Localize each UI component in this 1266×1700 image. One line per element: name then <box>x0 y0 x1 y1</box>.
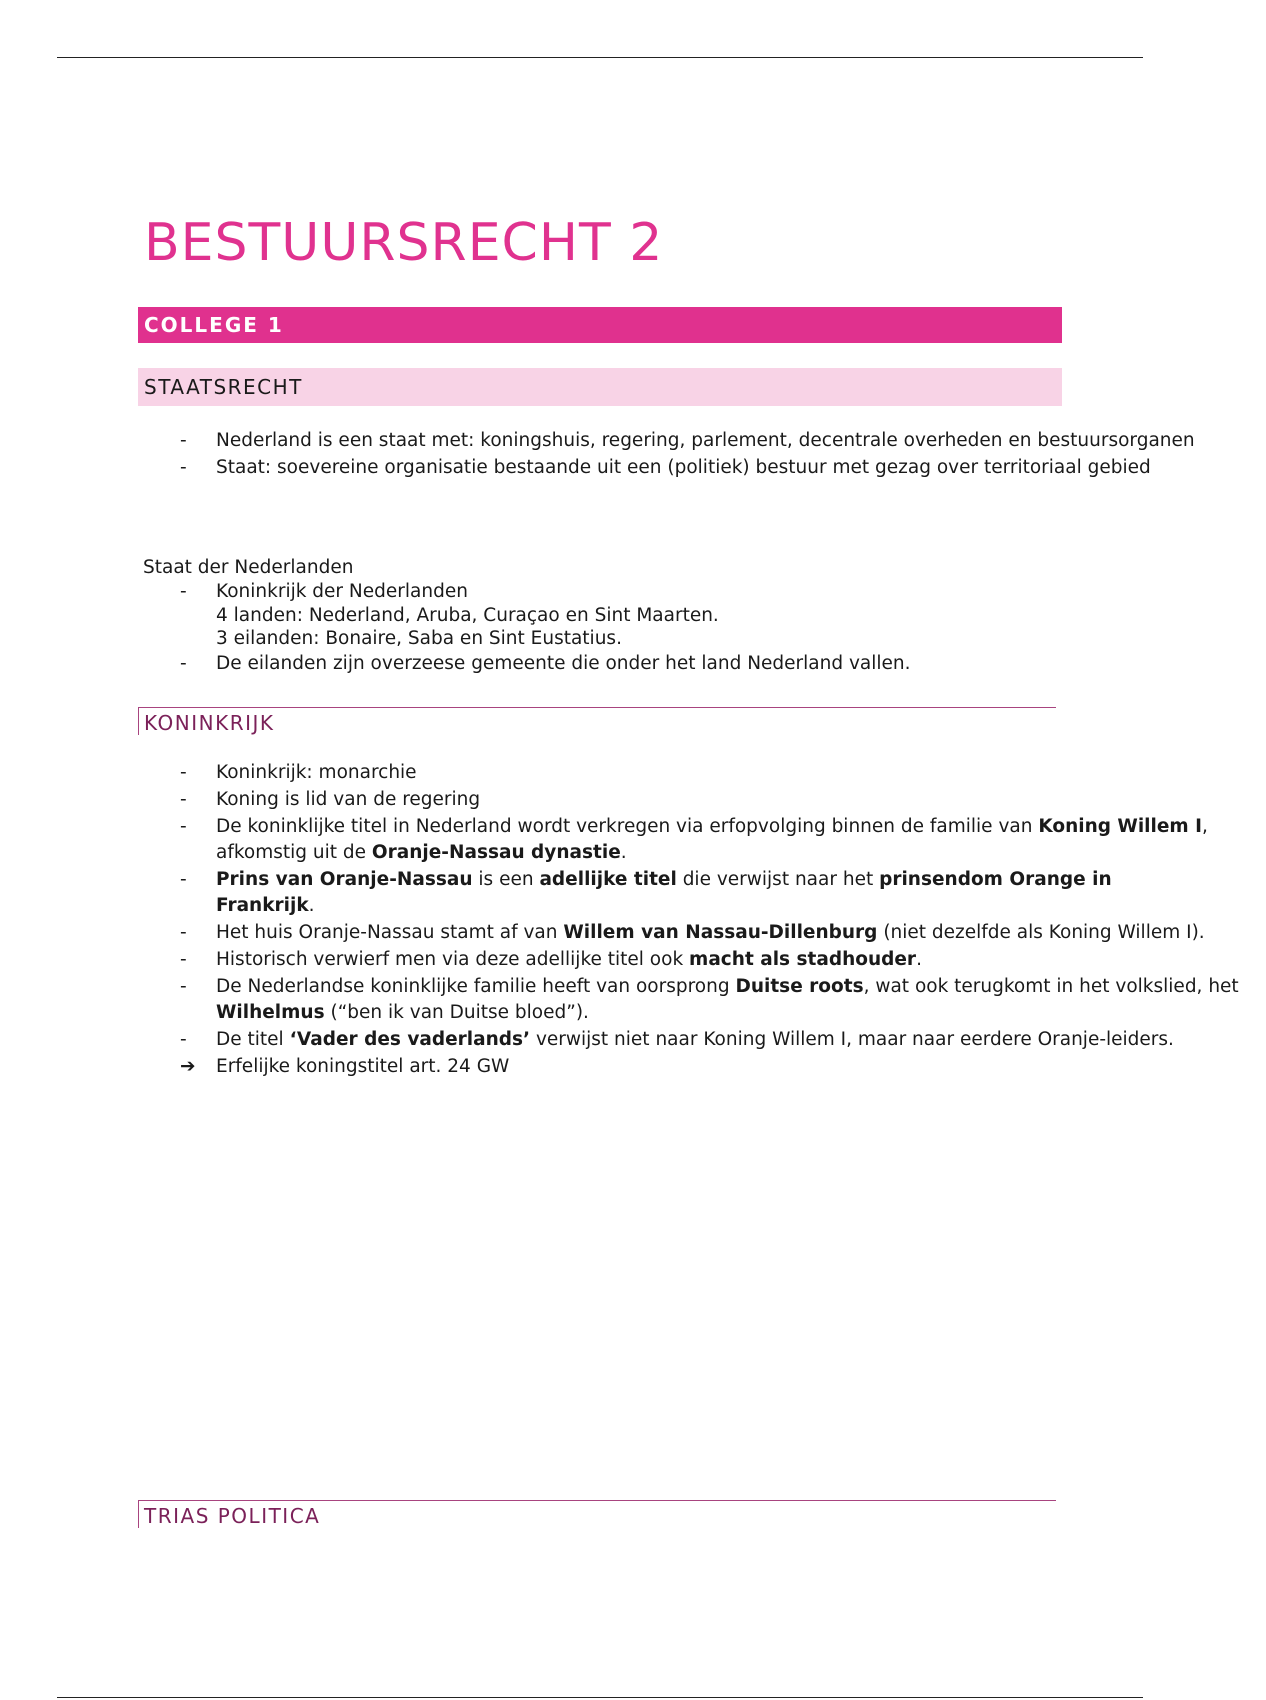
staatsrecht-heading: STAATSRECHT <box>144 375 303 399</box>
koninkrijk-list <box>0 760 1266 1080</box>
dash-bullet: - <box>180 762 187 783</box>
dash-bullet: - <box>180 816 187 837</box>
kingdom-islands: 3 eilanden: Bonaire, Saba en Sint Eustatius. <box>216 628 622 649</box>
list-item: - Koninkrijk: monarchie <box>0 760 1266 786</box>
list-item: - De Nederlandse koninklijke familie heeft van oorsprong Duitse roots, wat ook terugkomt in het volkslied, het Wilhelmus (“ben ik van Duitse bloed”). <box>180 976 1239 1023</box>
dash-bullet: - <box>180 581 187 602</box>
bottom-rule <box>57 1697 1143 1698</box>
list-item: - Het huis Oranje-Nassau stamt af van Willem van Nassau-Dillenburg (niet dezelfde als Koning Willem I). <box>0 920 1266 946</box>
list-item: - Prins van Oranje-Nassau is een adellijke titel die verwijst naar het prinsendom Orange in Frankrijk. <box>180 869 1112 916</box>
list-item: - Koning is lid van de regering <box>0 787 1266 813</box>
arrow-icon: ➔ <box>180 1056 196 1077</box>
dash-bullet: - <box>180 430 187 451</box>
dash-bullet: - <box>180 922 187 943</box>
dash-bullet: - <box>180 976 187 997</box>
koninkrijk-heading: KONINKRIJK <box>144 711 275 735</box>
islands-list <box>0 651 1266 677</box>
trias-heading-box <box>138 1500 1056 1528</box>
list-item: - Staat: soevereine organisatie bestaande uit een (politiek) bestuur met gezag over territoriaal gebied <box>0 455 1266 481</box>
list-item: - Koninkrijk der Nederlanden <box>180 581 468 602</box>
document-title: BESTUURSRECHT 2 <box>144 213 664 273</box>
staat-list <box>0 580 1266 603</box>
dash-bullet: - <box>180 1029 187 1050</box>
dash-bullet: - <box>180 869 187 890</box>
list-item: - Nederland is een staat met: koningshuis, regering, parlement, decentrale overheden en bestuursorganen <box>0 428 1266 454</box>
list-item: - De titel ‘Vader des vaderlands’ verwijst niet naar Koning Willem I, maar naar eerdere Oranje-leiders. <box>0 1027 1266 1053</box>
koninkrijk-heading-box <box>138 707 1056 735</box>
dash-bullet: - <box>180 653 187 674</box>
trias-heading: TRIAS POLITICA <box>144 1504 321 1528</box>
college-heading-band <box>138 307 1062 343</box>
list-item: ➔ Erfelijke koningstitel art. 24 GW <box>0 1054 1266 1080</box>
list-item: - De koninklijke titel in Nederland wordt verkregen via erfopvolging binnen de familie van Koning Willem I, afkomstig uit de Oranje-Nassau dynastie. <box>180 816 1208 863</box>
list-item: - De eilanden zijn overzeese gemeente die onder het land Nederland vallen. <box>0 651 1266 677</box>
dash-bullet: - <box>180 457 187 478</box>
kingdom-detail <box>0 604 719 650</box>
top-rule <box>57 57 1143 58</box>
college-heading: COLLEGE 1 <box>144 313 284 337</box>
staatsrecht-heading-band <box>138 368 1062 406</box>
staat-intro: Staat der Nederlanden <box>143 557 354 578</box>
dash-bullet: - <box>180 789 187 810</box>
list-item: - Historisch verwierf men via deze adellijke titel ook macht als stadhouder. <box>0 947 1266 973</box>
dash-bullet: - <box>180 949 187 970</box>
kingdom-countries: 4 landen: Nederland, Aruba, Curaçao en Sint Maarten. <box>216 605 719 626</box>
staatsrecht-list <box>0 428 1266 481</box>
